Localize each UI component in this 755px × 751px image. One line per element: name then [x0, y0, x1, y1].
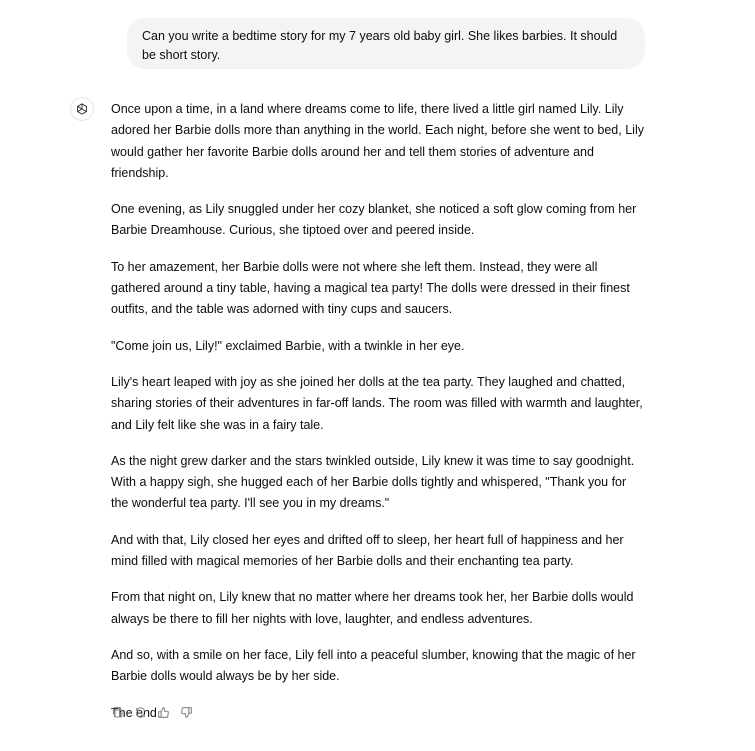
response-paragraph: The end.: [111, 705, 161, 720]
regenerate-button[interactable]: [132, 704, 149, 721]
assistant-avatar: [70, 97, 94, 121]
response-paragraph: And with that, Lily closed her eyes and drifted off to sleep, her heart full of happiness and her mind filled with magical memories of her Barbie dolls and their enchanting tea party.: [111, 532, 624, 569]
thumbs-down-button[interactable]: [178, 704, 195, 721]
response-paragraph: One evening, as Lily snuggled under her cozy blanket, she noticed a soft glow coming from her Barbie Dreamhouse. Curious, she tiptoed over and peered inside.: [111, 202, 637, 238]
thumbs-down-icon: [180, 706, 193, 719]
response-paragraph: "Come join us, Lily!" exclaimed Barbie, with a twinkle in her eye.: [111, 338, 465, 353]
response-paragraph: As the night grew darker and the stars twinkled outside, Lily knew it was time to say goodnight. With a happy sigh, she hugged each of her Barbie dolls tightly and whispered, "Thank you for the wonderful tea party. I'll see you in my dreams.": [111, 453, 635, 511]
response-paragraph: And so, with a smile on her face, Lily fell into a peaceful slumber, knowing that the magic of her Barbie dolls would always be by her side.: [111, 647, 636, 684]
response-paragraph: To her amazement, her Barbie dolls were not where she left them. Instead, they were all gathered around a tiny table, having a magical tea party! The dolls were dressed in their finest outfits, and the table was adorned with tiny cups and saucers.: [111, 259, 630, 317]
regenerate-icon: [134, 706, 147, 719]
user-message-bubble: [127, 18, 645, 69]
response-paragraph: From that night on, Lily knew that no matter where her dreams took her, her Barbie dolls would always be there to fill her nights with love, laughter, and endless adventures.: [111, 590, 634, 626]
copy-button[interactable]: [109, 704, 126, 721]
assistant-response: [111, 99, 646, 739]
copy-icon: [111, 706, 124, 719]
thumbs-up-icon: [157, 706, 170, 719]
message-actions: [109, 704, 195, 721]
response-paragraph: Once upon a time, in a land where dreams come to life, there lived a little girl named Lily. Lily adored her Barbie dolls more than anything in the world. Each night, before she went to bed, Lily would gather her favorite Barbie dolls around her and tell them stories of adventure and friendship.: [111, 102, 644, 180]
response-paragraph: Lily's heart leaped with joy as she joined her dolls at the tea party. They laughed and chatted, sharing stories of their adventures in far-off lands. The room was filled with warmth and laughter, and Lily felt like she was in a fairy tale.: [111, 374, 643, 432]
thumbs-up-button[interactable]: [155, 704, 172, 721]
openai-logo-icon: [75, 102, 89, 116]
user-message-text: Can you write a bedtime story for my 7 years old baby girl. She likes barbies. It should be short story.: [142, 29, 618, 62]
